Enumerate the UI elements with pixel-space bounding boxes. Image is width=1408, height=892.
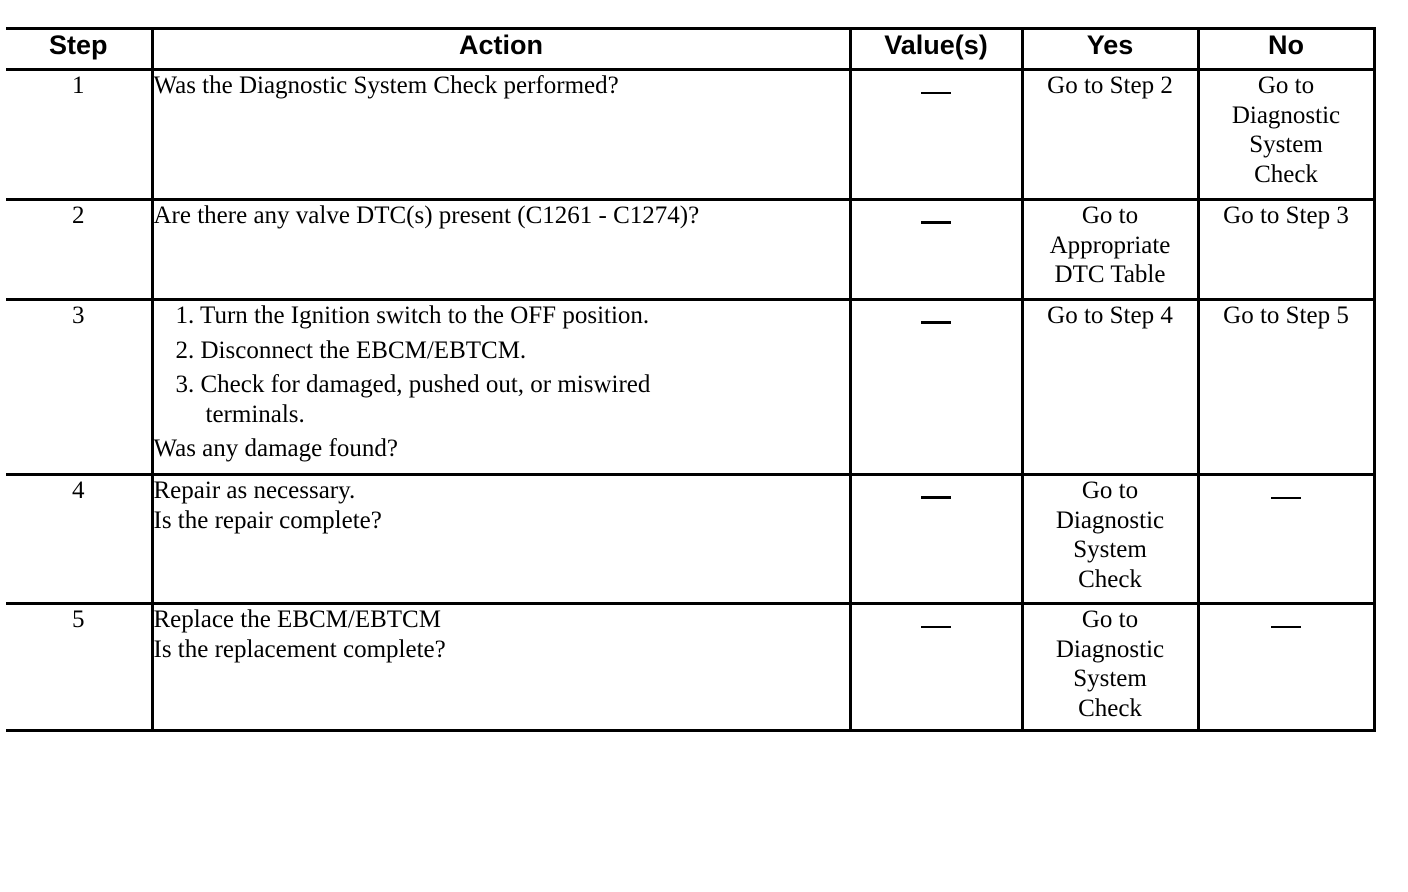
value-cell	[850, 475, 1022, 604]
no-cell	[1198, 604, 1374, 731]
value-cell	[850, 70, 1022, 200]
no-dash	[1271, 497, 1301, 499]
diagnostic-table	[6, 27, 1376, 732]
action-text: Was the Diagnostic System Check performed?	[153, 72, 619, 99]
value-dash	[921, 321, 951, 324]
table-row	[6, 70, 1374, 200]
value-dash	[921, 221, 951, 224]
action-cell	[152, 475, 850, 604]
action-question: Was any damage found?	[153, 435, 398, 462]
header-row	[6, 29, 1374, 70]
action-step-item: 3. Check for damaged, pushed out, or miswired terminals.	[175, 371, 651, 428]
header-values: Value(s)	[850, 29, 1022, 70]
action-steps-list	[154, 301, 849, 429]
value-dash	[921, 626, 951, 628]
action-question: Is the repair complete?	[153, 506, 382, 534]
action-cell	[152, 604, 850, 731]
no-cell: Go to Step 3	[1198, 200, 1374, 300]
step-number: 4	[6, 475, 152, 604]
header-yes: Yes	[1022, 29, 1198, 70]
yes-cell: Go to Diagnostic System Check	[1022, 604, 1198, 731]
step-number: 3	[6, 300, 152, 475]
value-cell	[850, 300, 1022, 475]
table-row	[6, 200, 1374, 300]
action-step-item: 1. Turn the Ignition switch to the OFF position.	[175, 302, 650, 329]
action-cell	[152, 300, 850, 475]
action-cell	[152, 70, 850, 200]
table-row	[6, 300, 1374, 475]
no-dash	[1271, 626, 1301, 628]
action-question: Is the replacement complete?	[153, 635, 446, 663]
table-row	[6, 475, 1374, 604]
value-dash	[921, 496, 951, 499]
no-cell	[1198, 475, 1374, 604]
header-step: Step	[6, 29, 152, 70]
step-number: 2	[6, 200, 152, 300]
action-text: Repair as necessary.	[153, 477, 356, 504]
no-cell: Go to Diagnostic System Check	[1198, 70, 1374, 200]
step-number: 1	[6, 70, 152, 200]
step-number: 5	[6, 604, 152, 731]
value-cell	[850, 200, 1022, 300]
header-no: No	[1198, 29, 1374, 70]
action-cell	[152, 200, 850, 300]
action-step-item: 2. Disconnect the EBCM/EBTCM.	[175, 336, 527, 364]
value-dash	[921, 92, 951, 94]
action-text: Replace the EBCM/EBTCM	[153, 606, 441, 633]
yes-cell: Go to Appropriate DTC Table	[1022, 200, 1198, 300]
no-cell: Go to Step 5	[1198, 300, 1374, 475]
table-row	[6, 604, 1374, 731]
yes-cell: Go to Diagnostic System Check	[1022, 475, 1198, 604]
action-text: Are there any valve DTC(s) present (C1261 - C1274)?	[153, 202, 700, 229]
yes-cell: Go to Step 4	[1022, 300, 1198, 475]
yes-cell: Go to Step 2	[1022, 70, 1198, 200]
header-action: Action	[152, 29, 850, 70]
value-cell	[850, 604, 1022, 731]
